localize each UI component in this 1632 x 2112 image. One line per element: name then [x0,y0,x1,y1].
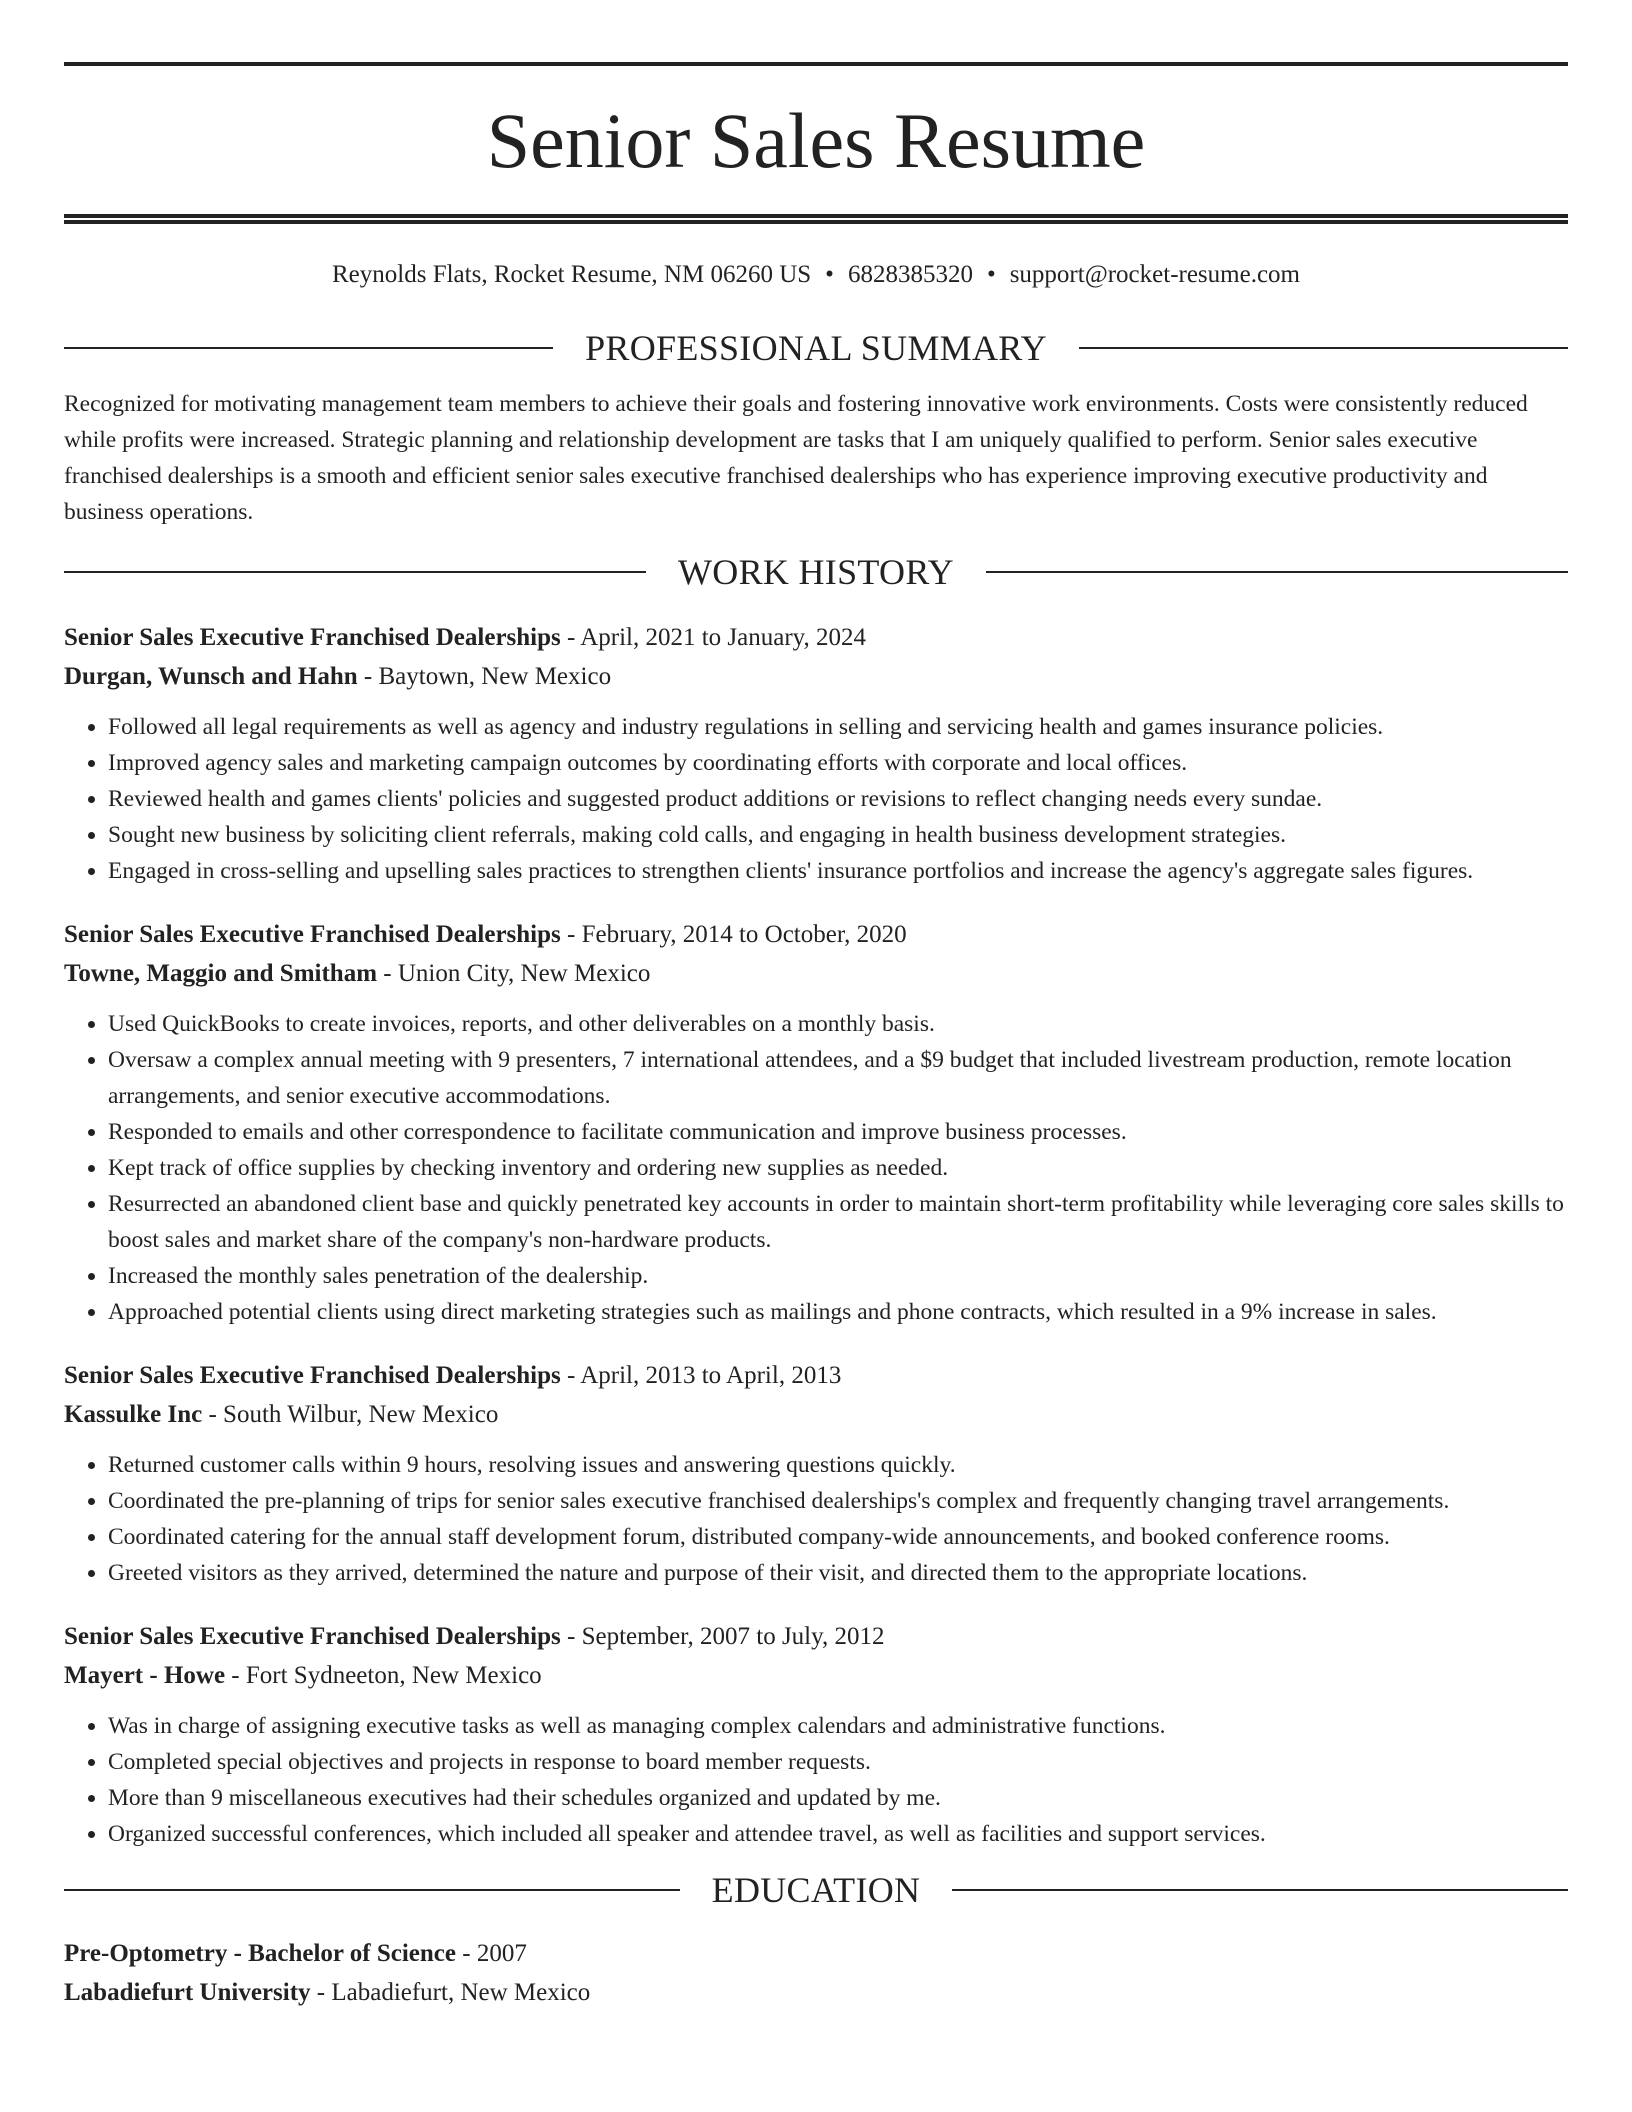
job-entry [64,618,1568,889]
job-company-line [64,657,1568,696]
education-location: - Labadiefurt, New Mexico [310,1979,591,2006]
work-heading: WORK HISTORY [678,552,954,592]
job-company-line [64,954,1568,993]
heading-rule-left [64,347,553,349]
job-bullet: • Sought new business by soliciting client referrals, making cold calls, and engaging in health business development strategies. [108,817,1568,853]
job-bullet: • Engaged in cross-selling and upselling sales practices to strengthen clients' insurance portfolios and increase the agency's aggregate sales figures. [108,853,1568,889]
summary-text: Recognized for motivating management team members to achieve their goals and fostering innovative work environments. Costs were consistently reduced while profits were increased. Strategic planning and relationship development are tasks that I am uniquely qualified to perform. Senior sales executive franchised dealerships is a smooth and efficient senior sales executive franchised dealerships who has experience improving executive productivity and business operations. [64,391,1528,525]
job-title-line [64,1356,1568,1395]
job-bullet: • Returned customer calls within 9 hours, resolving issues and answering questions quickly. [108,1447,1568,1483]
job-location: - Baytown, New Mexico [357,663,612,690]
job-bullet: • Increased the monthly sales penetration of the dealership. [108,1258,1568,1294]
job-title-line [64,1617,1568,1656]
heading-rule-right [1079,347,1568,349]
job-title: Senior Sales Executive Franchised Dealerships [64,921,561,948]
top-rule [64,62,1568,66]
resume-title: Senior Sales Resume [486,97,1146,184]
heading-rule-left [64,571,646,573]
job-bullet: • Kept track of office supplies by checking inventory and ordering new supplies as needed. [108,1150,1568,1186]
job-bullet: • Reviewed health and games clients' policies and suggested product additions or revisions to reflect changing needs every sundae. [108,781,1568,817]
job-title: Senior Sales Executive Franchised Dealerships [64,1623,561,1650]
contact-address: Reynolds Flats, Rocket Resume, NM 06260 US [332,261,812,288]
job-bullet: • Coordinated the pre-planning of trips for senior sales executive franchised dealerships's complex and frequently changing travel arrangements. [108,1483,1568,1519]
job-location: - Union City, New Mexico [377,960,651,987]
work-section-heading [64,554,1568,590]
job-bullet: • Approached potential clients using direct marketing strategies such as mailings and phone contracts, which resulted in a 9% increase in sales. [108,1294,1568,1330]
job-company: Durgan, Wunsch and Hahn [64,663,358,690]
job-entry [64,1356,1568,1591]
contact-separator: • [986,261,996,288]
job-entry [64,915,1568,1330]
job-dates: - September, 2007 to July, 2012 [560,1623,885,1650]
heading-rule-right [986,571,1568,573]
job-bullet: • More than 9 miscellaneous executives had their schedules organized and updated by me. [108,1780,1568,1816]
job-company-line [64,1656,1568,1695]
job-company-line [64,1395,1568,1434]
job-title-line [64,618,1568,657]
job-entry [64,1617,1568,1852]
job-bullet: • Greeted visitors as they arrived, determined the nature and purpose of their visit, and directed them to the appropriate locations. [108,1555,1568,1591]
job-bullet: • Was in charge of assigning executive tasks as well as managing complex calendars and administrative functions. [108,1708,1568,1744]
job-title: Senior Sales Executive Franchised Dealerships [64,1362,561,1389]
job-bullet: • Organized successful conferences, which included all speaker and attendee travel, as well as facilities and support services. [108,1816,1568,1852]
education-school-line [64,1973,1568,2012]
job-dates: - February, 2014 to October, 2020 [560,921,907,948]
contact-line [64,260,1568,290]
job-bullet: • Followed all legal requirements as well as agency and industry regulations in selling and servicing health and games insurance policies. [108,709,1568,745]
job-location: - South Wilbur, New Mexico [202,1401,499,1428]
title-double-rule [64,214,1568,224]
job-company: Mayert - Howe [64,1662,226,1689]
job-title: Senior Sales Executive Franchised Dealerships [64,624,561,651]
job-bullet: • Completed special objectives and projects in response to board member requests. [108,1744,1568,1780]
job-bullet: • Used QuickBooks to create invoices, reports, and other deliverables on a monthly basis. [108,1006,1568,1042]
job-bullets [64,1708,1568,1852]
education-heading: EDUCATION [711,1870,921,1910]
job-bullet: • Oversaw a complex annual meeting with 9 presenters, 7 international attendees, and a $9 budget that included livestream production, remote location arrangements, and senior executive accommodations. [108,1042,1568,1114]
job-bullet: • Improved agency sales and marketing campaign outcomes by coordinating efforts with corporate and local offices. [108,745,1568,781]
job-bullets [64,1447,1568,1591]
education-year: - 2007 [456,1940,527,1967]
job-title-line [64,915,1568,954]
job-bullet: • Responded to emails and other correspondence to facilitate communication and improve business processes. [108,1114,1568,1150]
education-entry [64,1934,1568,2012]
education-degree-line [64,1934,1568,1973]
education-school: Labadiefurt University [64,1979,311,2006]
summary-section-heading [64,330,1568,366]
heading-rule-right [952,1889,1568,1891]
job-company: Towne, Maggio and Smitham [64,960,378,987]
education-degree: Pre-Optometry - Bachelor of Science [64,1940,457,1967]
job-bullet: • Resurrected an abandoned client base and quickly penetrated key accounts in order to maintain short-term profitability while leveraging core sales skills to boost sales and market share of the company's non-hardware products. [108,1186,1568,1258]
job-company: Kassulke Inc [64,1401,203,1428]
job-bullet: • Coordinated catering for the annual staff development forum, distributed company-wide announcements, and booked conference rooms. [108,1519,1568,1555]
job-bullets [64,709,1568,889]
job-dates: - April, 2021 to January, 2024 [560,624,867,651]
summary-heading: PROFESSIONAL SUMMARY [585,328,1047,368]
job-location: - Fort Sydneeton, New Mexico [225,1662,542,1689]
education-section-heading [64,1872,1568,1908]
contact-separator: • [825,261,834,288]
heading-rule-left [64,1889,680,1891]
contact-email[interactable]: support@rocket-resume.com [1009,261,1300,288]
job-bullets [64,1006,1568,1330]
contact-phone[interactable]: 6828385320 [847,261,973,288]
job-dates: - April, 2013 to April, 2013 [560,1362,842,1389]
